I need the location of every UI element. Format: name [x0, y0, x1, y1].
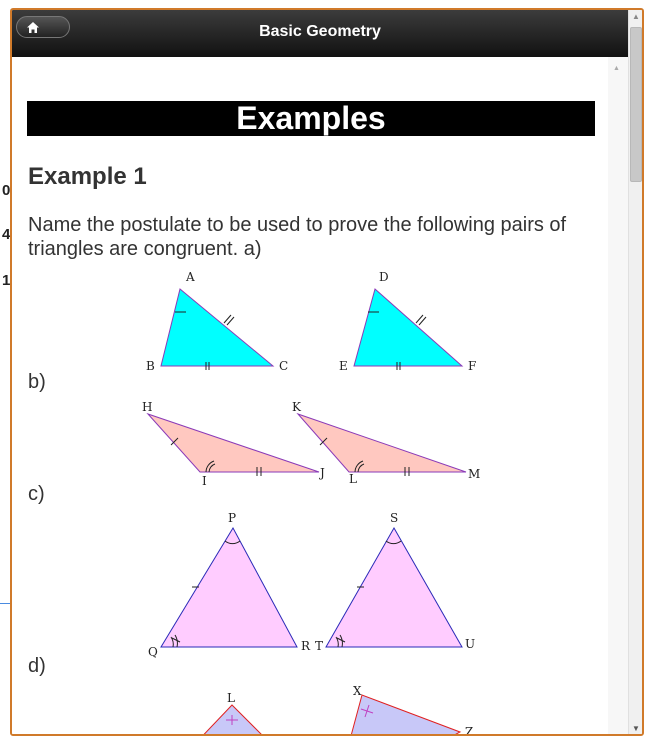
part-d-label: d) — [28, 655, 46, 677]
vertex-label: L — [349, 472, 357, 486]
vertex-label: L — [227, 691, 235, 705]
vertex-label: P — [228, 511, 237, 525]
triangle-xz-partial — [348, 684, 473, 736]
scrollbar-thumb[interactable] — [630, 27, 642, 182]
vertex-label: M — [468, 467, 481, 481]
header-bar — [12, 10, 628, 57]
vertex-label: J — [320, 466, 325, 480]
vertex-label: F — [468, 359, 477, 373]
vertex-label: T — [315, 639, 324, 653]
window-scrollbar[interactable] — [628, 10, 644, 736]
vertex-label: C — [279, 359, 289, 373]
triangle-stu — [315, 511, 475, 653]
part-b-label: b) — [28, 371, 46, 393]
vertex-label: H — [142, 400, 153, 414]
content-area[interactable] — [12, 57, 608, 736]
vertex-label: R — [301, 639, 311, 653]
example-title: Example 1 — [28, 163, 147, 190]
vertex-label: S — [390, 511, 399, 525]
vertex-label: E — [339, 359, 348, 373]
triangle-abc — [146, 270, 288, 373]
question-body: Name the postulate to be used to prove the following pairs of triangles are congruent. — [28, 214, 567, 260]
vertex-label: A — [186, 270, 195, 284]
vertex-label: D — [379, 270, 389, 284]
triangle-l-partial — [192, 691, 274, 736]
examples-banner: Examples — [27, 101, 595, 136]
background-divider — [0, 603, 10, 604]
geometry-figures — [12, 57, 608, 736]
content-scrollbar[interactable] — [608, 57, 628, 736]
vertex-label: K — [292, 400, 301, 414]
page-title: Basic Geometry — [259, 23, 381, 40]
background-char: 4 — [2, 226, 11, 243]
triangle-pqr — [148, 511, 311, 659]
scroll-up-arrow-icon[interactable]: ▲ — [632, 12, 640, 21]
app-window — [10, 8, 644, 736]
part-a-label: a) — [243, 238, 262, 260]
vertex-label: I — [202, 474, 207, 488]
vertex-label: Q — [148, 645, 158, 659]
triangle-def — [339, 270, 476, 373]
scroll-up-icon[interactable]: ▲ — [613, 65, 620, 72]
vertex-label: B — [146, 359, 155, 373]
part-c-label: c) — [28, 483, 45, 505]
vertex-label: U — [465, 637, 476, 651]
scroll-down-arrow-icon[interactable]: ▼ — [632, 724, 640, 733]
vertex-label: Z — [465, 725, 474, 737]
vertex-label: X — [353, 684, 362, 698]
background-char: 0 — [2, 182, 11, 199]
background-char: 1 — [2, 272, 11, 289]
